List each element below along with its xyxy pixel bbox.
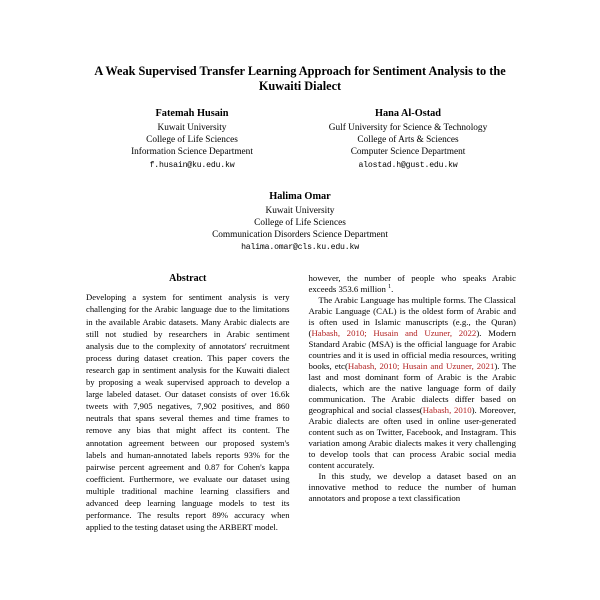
abstract-heading: Abstract [169, 273, 207, 285]
body-text: The Arabic Language has multiple forms. The Classical Arabic Language (CAL) is the oldest form of Arabic and is often used in Islamic manuscripts (e.g., the Quran) ( [308, 295, 516, 339]
body-paragraph-arabic-forms [309, 295, 517, 471]
author-affiliation: College of Arts & Sciences [357, 135, 459, 146]
citation-link[interactable]: Habash, 2010 [422, 405, 472, 416]
author-affiliation: Communication Disorders Science Department [212, 230, 388, 241]
body-text: ). The last and most dominant form of Arabic is the Arabic dialects, which are the native language form of daily communication. The Arabic dialects differ based on geographical and social classes( [308, 361, 516, 416]
body-paragraph-study: In this study, we develop a dataset based on an innovative method to reduce the number of human annotators and propose a text classification [308, 471, 516, 504]
author-email: f.husain@ku.edu.kw [149, 160, 235, 170]
footnote-marker: 1 [388, 284, 392, 291]
author-block-hana-al-ostad [300, 107, 516, 170]
authors-row-1 [84, 107, 516, 170]
author-affiliation: College of Life Sciences [254, 217, 346, 228]
body-paragraph-continuation [309, 273, 517, 295]
author-block-fatemah-husain [84, 107, 300, 170]
body-text: however, the number of people who speaks Arabic exceeds 353.6 million [308, 273, 516, 295]
author-email: alostad.h@gust.edu.kw [358, 160, 458, 170]
author-name: Halima Omar [269, 190, 331, 202]
author-affiliation: Kuwait University [157, 122, 227, 133]
author-affiliation: College of Life Sciences [146, 135, 238, 146]
author-name: Fatemah Husain [155, 108, 229, 119]
citation-link[interactable]: Habash, 2010; Husain and Uzuner, 2022 [311, 328, 477, 339]
two-column-body [84, 273, 516, 533]
author-affiliation: Computer Science Department [350, 147, 466, 158]
paper-title: A Weak Supervised Transfer Learning Approach for Sentiment Analysis to the Kuwaiti Dialect [94, 64, 506, 93]
abstract-text: Developing a system for sentiment analysis is very challenging for the Arabic language due to the limitations in the available Arabic datasets. Many Arabic dialects are still not studied by researchers in Arabic sentiment analysis due to the complexity of annotators' recruitment process during dataset creation. This paper covers the research gap in sentiment analysis for the Kuwaiti dialect by proposing a weak supervised approach to develop a large labeled dataset. Our dataset consists of over 16.6k tweets with 7,905 negatives, 7,902 positives, and 860 neutrals that spans several themes and time frames to remove any bias that might affect its content. The annotation agreement between our proposed system's labels and human-annotated labels reports 93% for the pairwise percent agreement and 0.87 for Cohen's kappa coefficient. Furthermore, we evaluate our dataset using multiple traditional machine learning classifiers and advanced deep learning language models to test its performance. The results report 89% accuracy when applied to the testing dataset using the ARBERT model. [86, 292, 290, 533]
author-affiliation: Information Science Department [131, 147, 253, 158]
author-affiliation: Kuwait University [265, 205, 335, 216]
author-email: halima.omar@cls.ku.edu.kw [241, 243, 359, 253]
author-affiliation: Gulf University for Science & Technology [328, 122, 488, 133]
body-text: ). Modern Standard Arabic (MSA) is the official language for Arabic countries and it is used in official media resources, writing books, etc( [308, 328, 516, 372]
citation-link[interactable]: Habash, 2010; Husain and Uzuner, 2021 [347, 361, 495, 372]
body-text: . [391, 284, 394, 295]
body-text: ). Moreover, Arabic dialects are often used in online user-generated content such as on Twitter, Facebook, and Instagram. This variation among Arabic dialects makes it very challenging to develop tools that can process Arabic social media content accurately. [308, 405, 516, 471]
author-name: Hana Al-Ostad [374, 108, 442, 119]
left-column [84, 273, 292, 533]
author-block-halima-omar [170, 190, 430, 253]
authors-row-2 [84, 190, 516, 253]
right-column [309, 273, 517, 533]
